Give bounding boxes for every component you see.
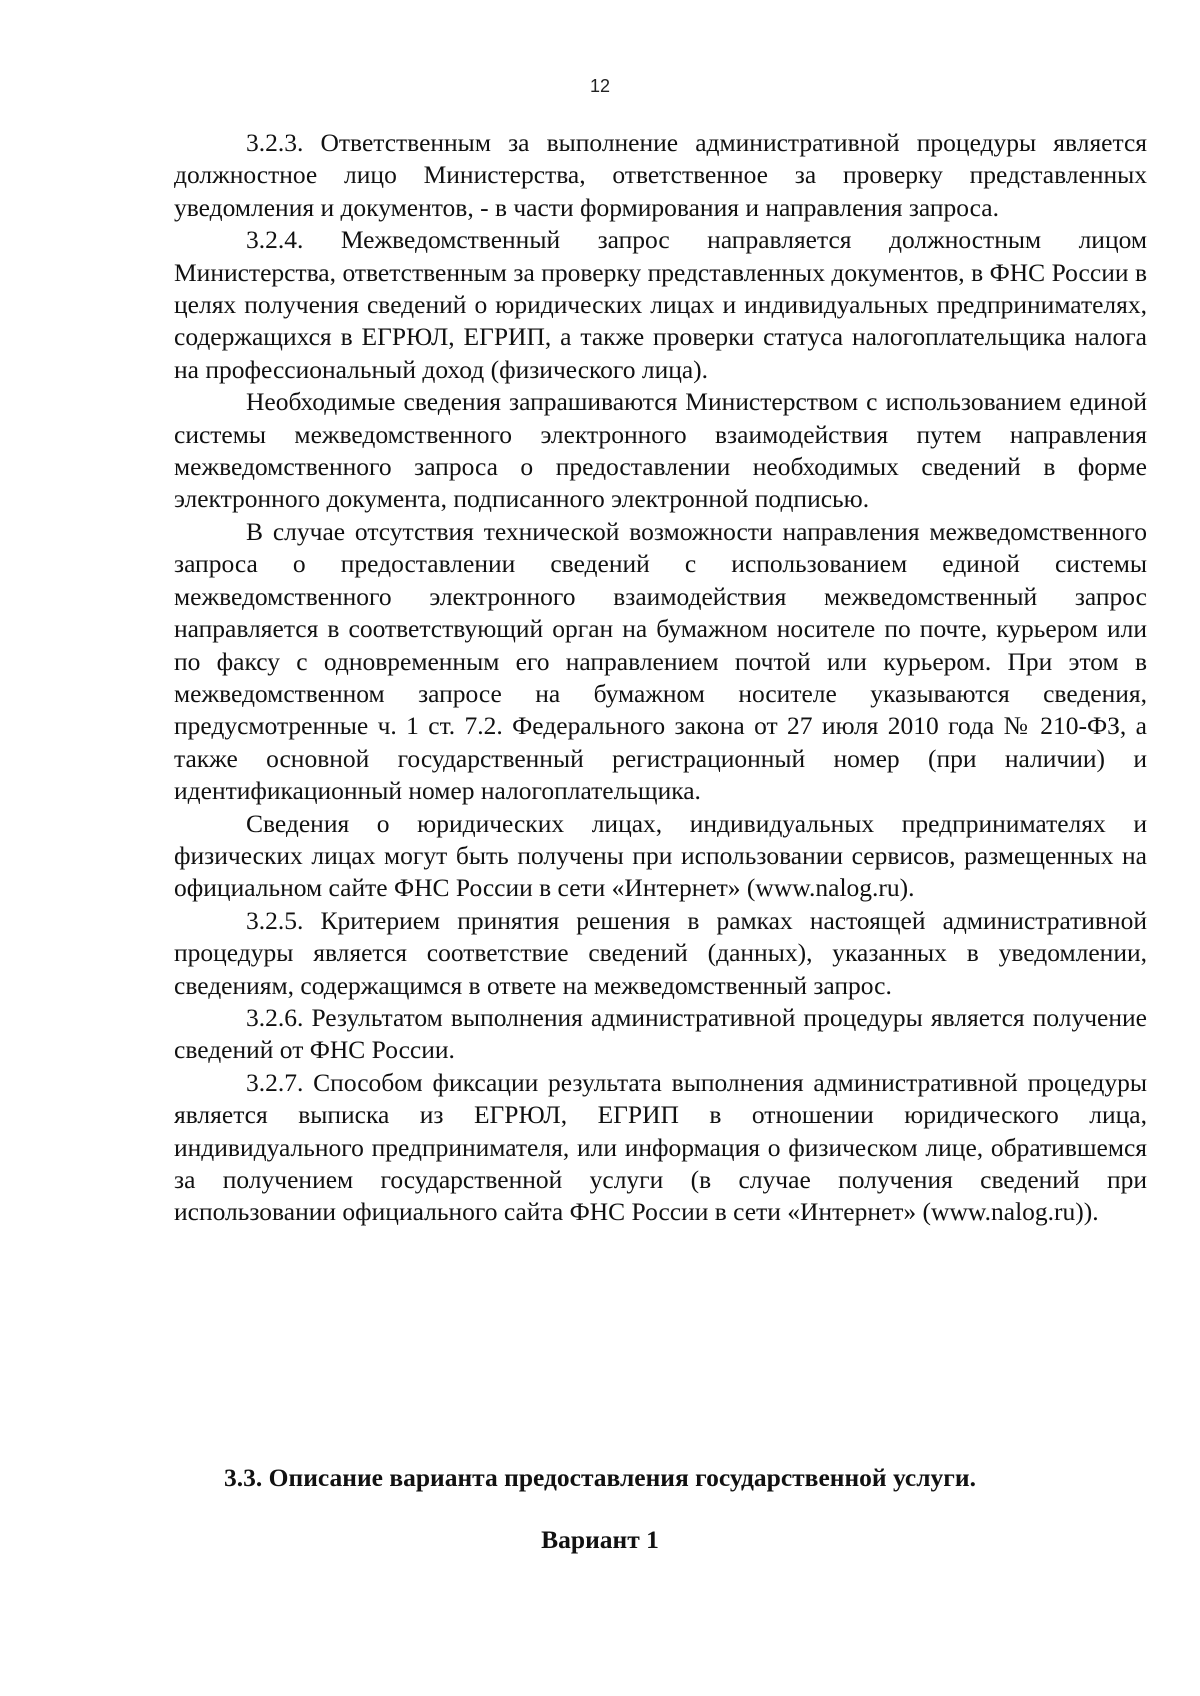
page-number: 12 — [589, 76, 611, 96]
document-body — [174, 127, 1147, 1229]
paragraph-required-info: Необходимые сведения запрашиваются Министерством с использованием единой системы межведомственного электронного взаимодействия путем направления межведомственного запроса о предоставлении необходимых сведений в форме электронного документа, подписанного электронной подписью. — [174, 387, 1147, 514]
paragraph-3-2-6: 3.2.6. Результатом выполнения административной процедуры является получение сведений от ФНС России. — [174, 1002, 1147, 1065]
paragraph-3-2-4: 3.2.4. Межведомственный запрос направляется должностным лицом Министерства, ответственным за проверку представленных документов, в ФНС России в целях получения сведений о юридических лицах и индивидуальных предпринимателях, содержащихся в ЕГРЮЛ, ЕГРИП, а также проверки статуса налогоплательщика налога на профессиональный доход (физического лица). — [174, 225, 1147, 384]
section-heading-3-3: 3.3. Описание варианта предоставления государственной услуги. — [224, 1463, 976, 1492]
paragraph-fns-services: Сведения о юридических лицах, индивидуальных предпринимателях и физических лицах могут быть получены при использовании сервисов, размещенных на официальном сайте ФНС России в сети «Интернет» (www.nalog.ru). — [174, 808, 1147, 903]
variant-heading: Вариант 1 — [541, 1525, 659, 1554]
paragraph-3-2-3: 3.2.3. Ответственным за выполнение административной процедуры является должностное лицо Министерства, ответственное за проверку представленных уведомления и документов, - в части формирования и направления запроса. — [174, 128, 1147, 222]
paragraph-no-technical-possibility: В случае отсутствия технической возможности направления межведомственного запроса о предоставлении сведений с использованием единой системы межведомственного электронного взаимодействия межведомственный запрос направляется в соответствующий орган на бумажном носителе по почте, курьером или по факсу с одновременным его направлением почтой или курьером. При этом в межведомственном запросе на бумажном носителе указываются сведения, предусмотренные ч. 1 ст. 7.2. Федерального закона от 27 июля 2010 года № 210-ФЗ, а также основной государственный регистрационный номер (при наличии) и идентификационный номер налогоплательщика. — [174, 516, 1147, 806]
paragraph-3-2-5: 3.2.5. Критерием принятия решения в рамках настоящей административной процедуры является соответствие сведений (данных), указанных в уведомлении, сведениям, содержащимся в ответе на межведомственный запрос. — [174, 905, 1147, 1000]
paragraph-3-2-7: 3.2.7. Способом фиксации результата выполнения административной процедуры является выписка из ЕГРЮЛ, ЕГРИП в отношении юридического лица, индивидуального предпринимателя, или информация о физическом лице, обратившемся за получением государственной услуги (в случае получения сведений при использовании официального сайта ФНС России в сети «Интернет» (www.nalog.ru)). — [174, 1067, 1147, 1227]
